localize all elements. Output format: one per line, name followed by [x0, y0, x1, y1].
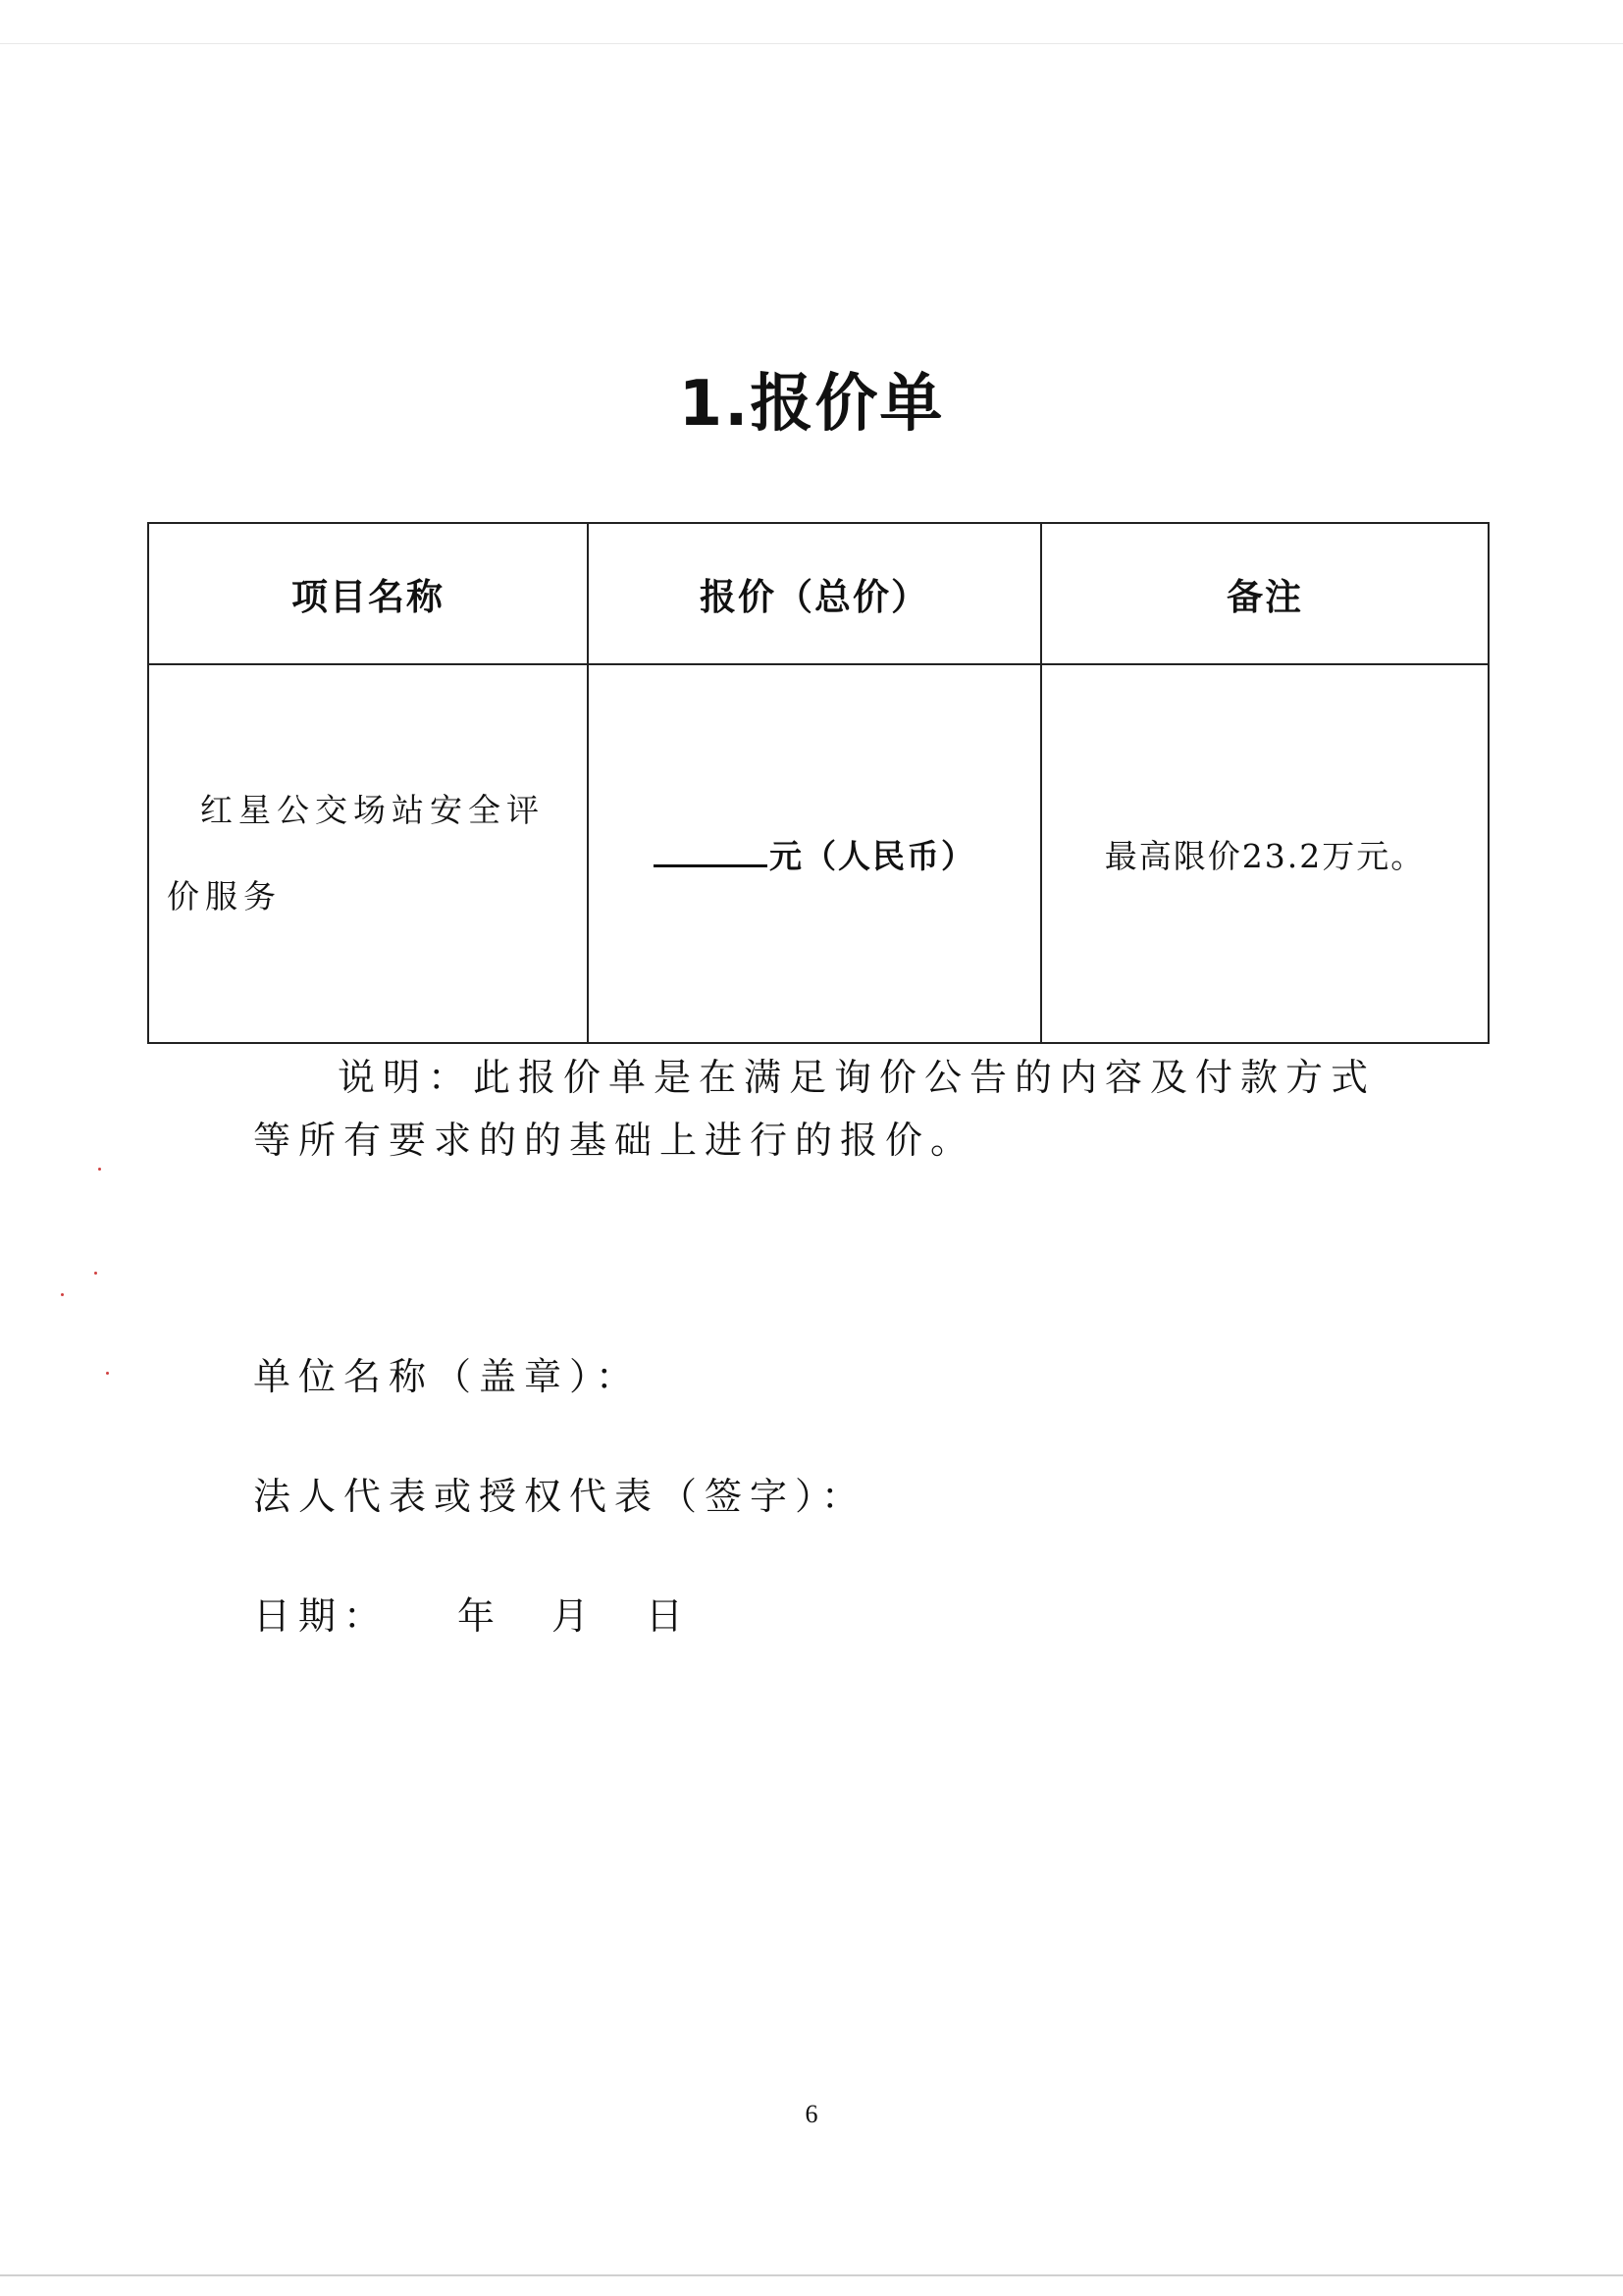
stamp-speck	[106, 1372, 109, 1375]
date-label: 日期：	[253, 1594, 390, 1638]
explanation-text: 说明：此报价单是在满足询价公告的内容及付款方式等所有要求的的基础上进行的报价。	[253, 1056, 1377, 1162]
date-day: 日	[646, 1594, 692, 1638]
price-currency-label: 元（人民币）	[769, 836, 975, 875]
date-month: 月	[551, 1594, 598, 1638]
cell-price	[588, 664, 1041, 1043]
quote-table	[147, 522, 1490, 1044]
cell-project-name: 红星公交场站安全评价服务	[148, 664, 588, 1043]
stamp-speck	[98, 1168, 101, 1171]
table-header-row	[148, 523, 1489, 664]
unit-name-label: 单位名称（盖章）：	[253, 1355, 642, 1398]
page-number: 6	[805, 2100, 818, 2128]
date-line	[253, 1586, 691, 1640]
page-title: 1.报价单	[678, 368, 945, 441]
scan-bottom-edge	[0, 2274, 1623, 2276]
scan-top-edge	[0, 43, 1623, 44]
stamp-speck	[61, 1293, 64, 1296]
stamp-speck	[94, 1272, 97, 1275]
header-project-name: 项目名称	[148, 523, 588, 664]
header-remarks: 备注	[1041, 523, 1489, 664]
table-row	[148, 664, 1489, 1043]
cell-remarks: 最高限价23.2万元。	[1041, 664, 1489, 1043]
date-year: 年	[457, 1594, 503, 1638]
price-fill-blank[interactable]	[654, 835, 767, 867]
header-price-total: 报价（总价）	[588, 523, 1041, 664]
representative-label: 法人代表或授权代表（签字）：	[253, 1475, 867, 1518]
